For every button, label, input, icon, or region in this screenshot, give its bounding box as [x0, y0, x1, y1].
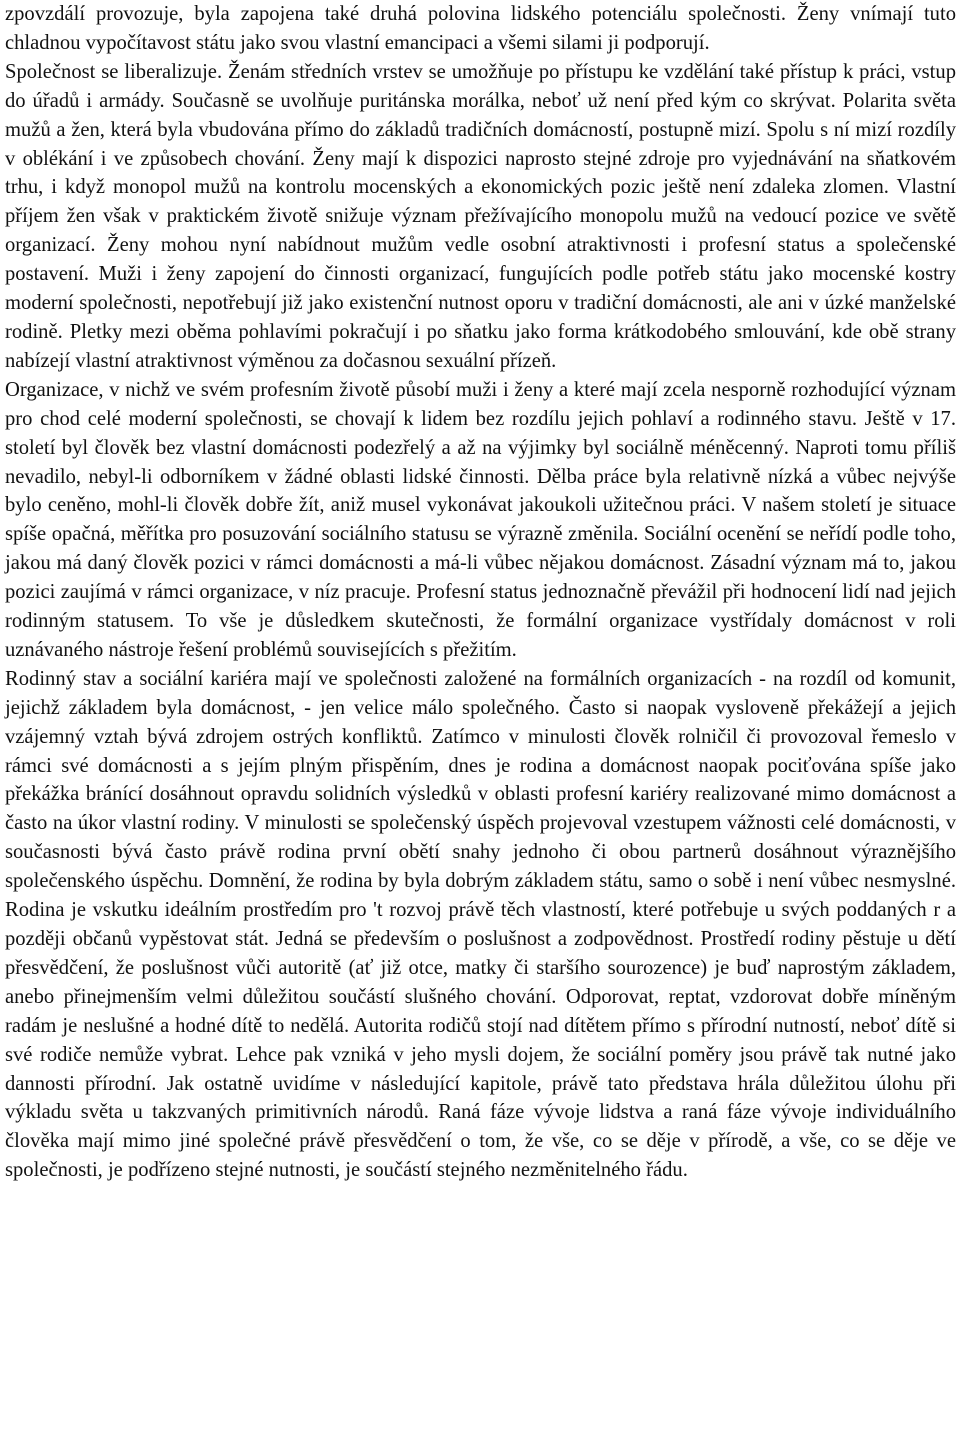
paragraph-1: zpovzdálí provozuje, byla zapojena také druhá polovina lidského potenciálu společnosti. Ženy vnímají tuto chladnou vypočítavost státu jako svou vlastní emancipaci a všemi silami ji podporují.	[5, 3, 956, 54]
paragraph-4: Rodinný stav a sociální kariéra mají ve společnosti založené na formálních organizacích - na rozdíl od komunit, jejichž základem byla domácnost, - jen velice málo společného. Často si naopak vysloveně překážejí a jejich vzájemný vztah bývá zdrojem ostrých konfliktů. Zatímco v minulosti člověk rolničil či provozoval řemeslo v rámci své domácnosti a s jejím plným přispěním, dnes je rodina a domácnost naopak pociťována spíše jako překážka bránící dosáhnout opravdu solidních výsledků v oblasti profesní kariéry realizované mimo domácnost a často na úkor vlastní rodiny. V minulosti se společenský úspěch projevoval vzestupem vážnosti celé domácnosti, v současnosti bývá často právě rodina první obětí snahy jednoho či obou partnerů dosáhnout výraznějšího společenského úspěchu. Domnění, že rodina by byla dobrým základem státu, samo o sobě i není vůbec nesmyslné. Rodina je vskutku ideálním prostředím pro 't rozvoj právě těch vlastností, které potřebuje u svých poddaných r a později občanů vypěstovat stát. Jedná se především o poslušnost a zodpovědnost. Prostředí rodiny pěstuje u dětí přesvědčení, že poslušnost vůči autoritě (ať již otce, matky či staršího sourozence) je buď naprostým základem, anebo přinejmenším velmi důležitou součástí slušného chování. Odporovat, reptat, vzdorovat dobře míněným radám je neslušné a hodné dítě to nedělá. Autorita rodičů stojí nad dítětem přímo s přírodní nutností, neboť dítě si své rodiče nemůže vybrat. Lehce pak vzniká v jeho mysli dojem, že sociální poměry jsou právě tak nutné jako dannosti přírodní. Jak ostatně uvidíme v následující kapitole, právě tato představa hrála důležitou úlohu při výkladu světa u takzvaných primitivních národů. Raná fáze vývoje lidstva a raná fáze vývoje individuálního člověka mají mimo jiné společné právě přesvědčení o tom, že vše, co se děje v přírodě, a vše, co se děje ve společnosti, je podřízeno stejné nutnosti, je součástí stejného nezměnitelného řádu.	[5, 667, 956, 1182]
paragraph-2: Společnost se liberalizuje. Ženám středních vrstev se umožňuje po přístupu ke vzdělání také přístup k práci, vstup do úřadů i armády. Současně se uvolňuje puritánska morálka, neboť už není před kým co skrývat. Polarita světa mužů a žen, která byla vbudována přímo do základů tradičních domácností, postupně mizí. Spolu s ní mizí rozdíly v oblékání i ve způsobech chování. Ženy mají k dispozici naprosto stejné zdroje pro vyjednávání na sňatkovém trhu, i když monopol mužů na kontrolu mocenských a ekonomických pozic ještě není zdaleka zlomen. Vlastní příjem žen však v praktickém životě snižuje význam přežívajícího monopolu mužů na vedoucí pozice ve světě organizací. Ženy mohou nyní nabídnout mužům vedle osobní atraktivnosti i profesní status a společenské postavení. Muži i ženy zapojení do činnosti organizací, fungujících podle potřeb státu jako mocenské kostry moderní společnosti, nepotřebují již jako existenční nutnost oporu v tradiční domácnosti, ale ani v úzké manželské rodině. Pletky mezi oběma pohlavími pokračují i po sňatku jako forma krátkodobého smlouvání, kde obě strany nabízejí vlastní atraktivnost výměnou za dočasnou sexuální přízeň.	[5, 60, 956, 372]
document-page	[5, 0, 956, 1185]
paragraph-3: Organizace, v nichž ve svém profesním životě působí muži i ženy a které mají zcela nesporně rozhodující význam pro chod celé moderní společnosti, se chovají k lidem bez rozdílu jejich pohlaví a rodinného stavu. Ještě v 17. století byl člověk bez vlastní domácnosti podezřelý a až na výjimky byl sociálně méněcenný. Naproti tomu příliš nevadilo, nebyl-li odborníkem v žádné oblasti lidské činnosti. Dělba práce byla relativně nízká a vůbec nejvýše bylo ceněno, mohl-li člověk dobře žít, aniž musel vykonávat jakoukoli užitečnou práci. V našem století je situace spíše opačná, měřítka pro posuzování sociálního statusu se výrazně změnila. Sociální ocenění se neřídí podle toho, jakou má daný člověk pozici v rámci domácnosti a má-li vůbec nějakou domácnost. Zásadní význam má to, jakou pozici zaujímá v rámci organizace, v níz pracuje. Profesní status jednoznačně převážil při hodnocení lidí nad jejich rodinným statusem. To vše je důsledkem skutečnosti, že formální organizace vystřídaly domácnost v roli uznávaného nástroje řešení problémů souvisejících s přežitím.	[5, 378, 956, 661]
